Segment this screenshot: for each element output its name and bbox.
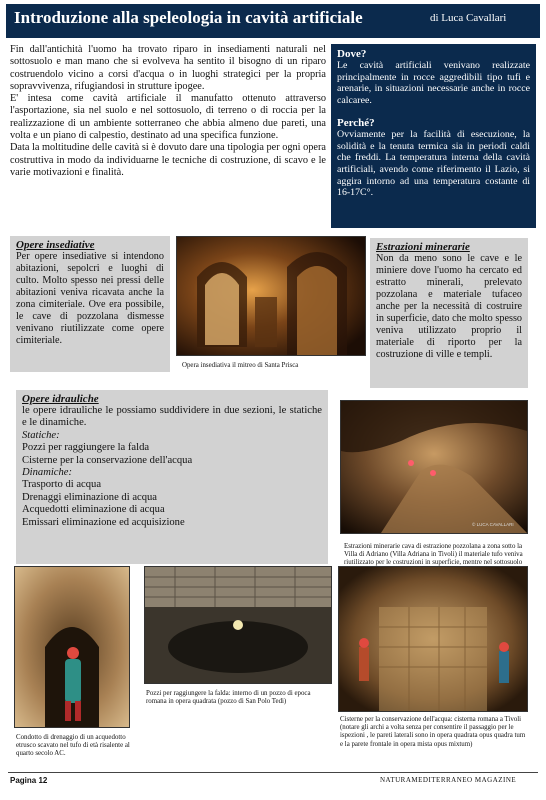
page-number: Pagina 12 — [10, 776, 48, 785]
photo-cisterna — [338, 566, 528, 712]
idrauliche-intro: le opere idrauliche le possiamo suddividere in due sezioni, le statiche e le dinamiche. — [22, 405, 322, 429]
dove-heading: Dove? — [337, 48, 367, 60]
intro-text — [10, 44, 326, 179]
statiche-item: Pozzi per raggiungere la falda — [22, 442, 150, 454]
info-box-dark — [331, 44, 536, 228]
footer-divider — [8, 772, 538, 773]
page-title: Introduzione alla speleologia in cavità artificiale — [14, 8, 363, 27]
dinamiche-item: Emissari eliminazione ed acquisizione — [22, 516, 185, 528]
dinamiche-item: Acquedotti eliminazione di acqua — [22, 504, 165, 516]
magazine-name: NATURAMEDITERRANEO MAGAZINE — [380, 776, 517, 784]
dinamiche-item: Drenaggi eliminazione di acqua — [22, 491, 158, 503]
insediative-text: Per opere insediative si intendono abitazioni, sepolcri e luoghi di culto. Molto spesso nei pressi delle abitazioni veniva ricavata anche la zona cimiteriale. Ove era possibile, le cave di pozzolana dismesse venivano riutilizzate come opere cimiteriale. — [16, 251, 164, 346]
estrazioni-text: Non da meno sono le cave e le miniere dove l'uomo ha cercato ed estratto minerali, prelevato pozzolana e materiale tufaceo anche per la necessità di costruire in superficie, dato che molto spesso veniva utilizzato proprio il materiale di riporto per la costruzione di ville e templi. — [376, 253, 522, 360]
statiche-label: Statiche: — [22, 429, 60, 441]
idrauliche-heading: Opere idrauliche — [22, 393, 99, 405]
box-estrazioni-minerarie — [370, 238, 528, 388]
box-opere-idrauliche — [16, 390, 328, 564]
author-byline: di Luca Cavallari — [430, 12, 507, 24]
statiche-item: Cisterne per la conservazione dell'acqua — [22, 454, 193, 466]
dinamiche-label: Dinamiche: — [22, 467, 73, 479]
photo-watermark: © LUCA CAVALLARI — [472, 522, 514, 527]
box-opere-insediative — [10, 236, 170, 372]
intro-paragraph-3: Data la moltitudine delle cavità si è dovuto dare una tipologia per ogni opera costruttiva in modo da individuarne le tecniche di costruzione, di scavo e le varie motivazioni e finalità. — [10, 142, 326, 178]
photo-mitreo — [176, 236, 366, 356]
photo-cisterna-caption: Cisterne per la conservazione dell'acqua: cisterna romana a Tivoli (notare gli archi a volta senza per consentire il passaggio per le ispezioni , le pareti laterali sono in opera quadrata opus quadra tum e la parete frontale in opera mista opus mixtum) — [340, 716, 526, 748]
photo-condotto-caption: Condotto di drenaggio di un acquedotto etrusco scavato nel tufo di età risalente al quarto secolo AC. — [16, 734, 130, 758]
insediative-heading: Opere insediative — [16, 239, 95, 251]
intro-paragraph-2: E' intesa come cavità artificiale il manufatto ottenuto attraverso l'asportazione, sia nel suolo e nel sottosuolo, di terreno o di roccia per la realizzazione di un ambiente sotterraneo che abbia almeno due pareti, una volta e un piano di calpestio, destinato ad una specifica funzione. — [10, 93, 326, 142]
photo-condotto-drenaggio — [14, 566, 130, 728]
photo-pozzo-caption: Pozzi per raggiungere la falda: interno di un pozzo di epoca romana in opera quadrata (pozzo di San Polo Tedi) — [146, 690, 311, 706]
photo-cava-pozzolana — [340, 400, 528, 534]
estrazioni-heading: Estrazioni minerarie — [376, 241, 470, 253]
photo-mitreo-caption: Opera insediativa il mitreo di Santa Prisca — [182, 362, 299, 369]
photo-cava-caption: Estrazioni minerarie cava di estrazione pozzolana a zona sotto la Villa di Adriano (Villa Adriana in Tivoli) il materiale tufo veniva riutilizzato per le costruzioni in superficie, mentre nel sottosuolo — [344, 543, 523, 567]
perche-heading: Perché? — [337, 116, 375, 129]
dove-text: Le cavità artificiali venivano realizzate principalmente in rocce aggredibili tipo tufi e arenarie, in situazioni necessarie anche in rocce calcaree. — [337, 60, 530, 107]
intro-paragraph-1: Fin dall'antichità l'uomo ha trovato riparo in insediamenti naturali nel sottosuolo e man mano che si evolveva ha sentito il bisogno di un riparo costruendolo vicino a corsi d'acqua o in luoghi strategici per la propria sopravvivenza, rifugiandosi in strutture ipogee. — [10, 44, 326, 92]
perche-text: Ovviamente per la facilità di esecuzione, la solidità e la tenuta termica sia in periodi caldi che freddi. La temperatura interna della cavità artificiali, avendo come riferimento il Lazio, si aggira intorno ad una temperatura costante di 16-17C°. — [337, 128, 530, 199]
dinamiche-item: Trasporto di acqua — [22, 479, 102, 491]
photo-pozzo — [144, 566, 332, 684]
